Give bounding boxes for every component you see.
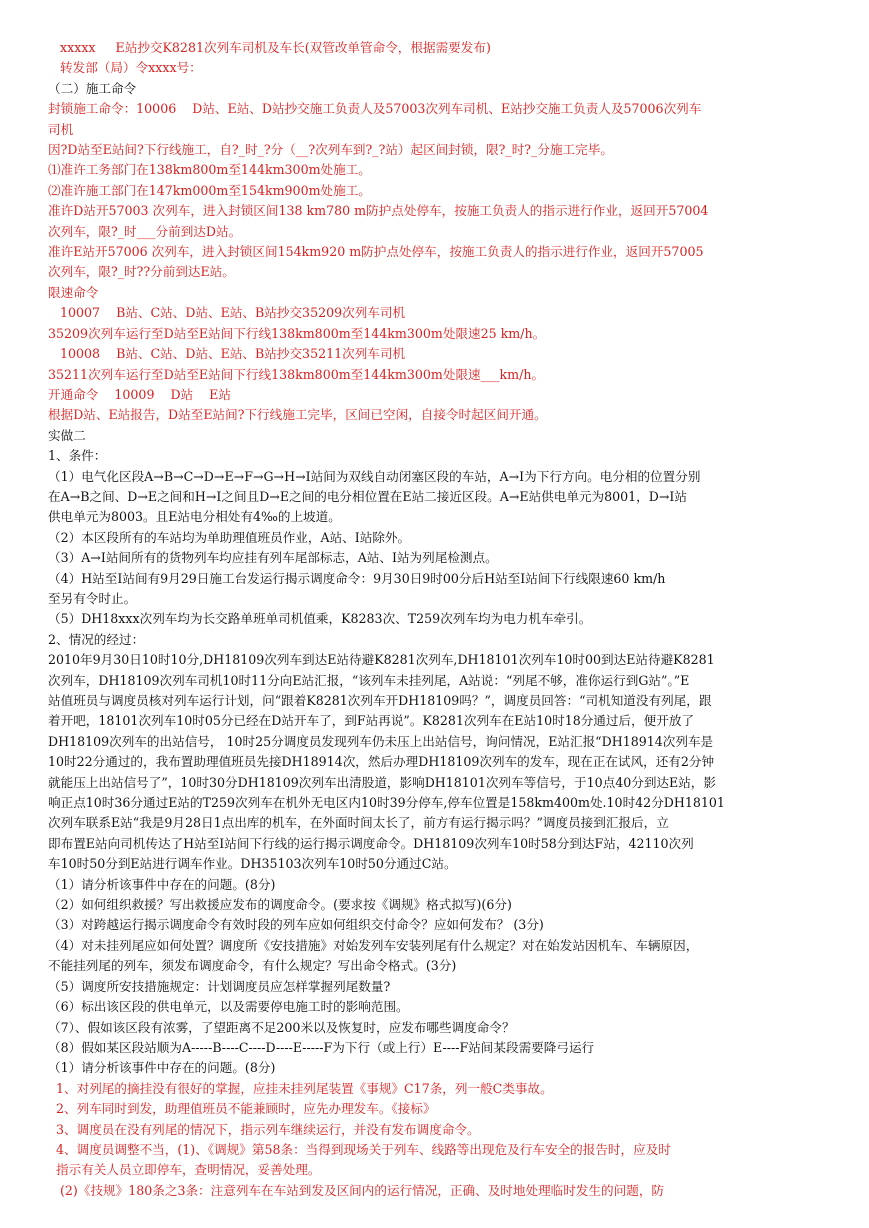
text-line: xxxxx E站抄交K8281次列车司机及车长(双管改单管命令，根据需要发布) bbox=[48, 40, 491, 55]
text-line: （5）调度所安技措施规定：计划调度员应怎样掌握列尾数量? bbox=[48, 978, 391, 994]
text-line: 次列车，限?_时??分前到达E站。 bbox=[48, 264, 235, 280]
text-line: 2、情况的经过： bbox=[48, 631, 145, 647]
text-line: （8）假如某区段站顺为A-----B----C----D----E-----F为下行（或上行）E----F站间某段需要降弓运行 bbox=[48, 1039, 595, 1055]
text-line: 准许E站开57006 次列车，进入封锁区间154km920 m防护点处停车，按施工负责人的指示进行作业，返回开57005 bbox=[48, 244, 704, 260]
text-line: 着开吧，18101次列车10时05分已经在D站开车了，到F站再说”。K8281次列车在E站10时18分通过后，便开放了 bbox=[48, 713, 695, 729]
text-line: （3）A→I站间所有的货物列车均应挂有列车尾部标志，A站、I站为列尾检测点。 bbox=[48, 550, 498, 566]
text-line: （2）如何组织救援？写出救援应发布的调度命令。(要求按《调规》格式拟写)(6分) bbox=[48, 897, 512, 913]
text-line: 根据D站、E站报告，D站至E站间?下行线施工完毕，区间已空闲，自接令时起区间开通。 bbox=[48, 407, 547, 423]
text-line: 次列车，限?_时___分前到达D站。 bbox=[48, 223, 242, 239]
text-line: 司机 bbox=[48, 121, 74, 137]
text-line: （1）请分析该事件中存在的问题。(8分) bbox=[48, 876, 276, 892]
text-line: 10时22分通过的，我布置助理值班员先接DH18914次，然后办理DH18109次列车的发车，现在正在试风，还有2分钟 bbox=[48, 754, 715, 770]
text-line: 实做二 bbox=[48, 427, 86, 443]
text-line: 就能压上出站信号了”，10时30分DH18109次列车出清股道，影响DH18101次列车等信号，于10点40分到达E站，影 bbox=[48, 774, 716, 790]
text-line: 1、对列尾的摘挂没有很好的掌握，应挂未挂列尾装置《事规》C17条，列一般C类事故。 bbox=[48, 1080, 553, 1096]
text-line: （4）H站至I站间有9月29日施工台发运行揭示调度命令：9月30日9时00分后H站至I站间下行线限速60 km/h bbox=[48, 570, 666, 586]
text-line: 即布置E站向司机传达了H站至I站间下行线的运行揭示调度命令。DH18109次列车10时58分到达F站，42110次列 bbox=[48, 835, 694, 851]
text-line: 4、调度员调整不当，(1)、《调规》第58条：当得到现场关于列车、线路等出现危及行车安全的报告时，应及时 bbox=[48, 1141, 671, 1157]
text-line: 转发部（局）令xxxx号： bbox=[48, 60, 202, 76]
document-body bbox=[48, 38, 838, 1201]
text-line: 准许D站开57003 次列车，进入封锁区间138 km780 m防护点处停车，按施工负责人的指示进行作业，返回开57004 bbox=[48, 203, 709, 219]
text-line: ⑴准许工务部门在138km800m至144km300m处施工。 bbox=[48, 162, 371, 178]
text-line: 封锁施工命令：10006 D站、E站、D站抄交施工负责人及57003次列车司机、E站抄交施工负责人及57006次列车 bbox=[48, 101, 702, 117]
text-line: 2010年9月30日10时10分,DH18109次列车到达E站待避K8281次列车,DH18101次列车10时00到达E站待避K8281 bbox=[48, 652, 715, 668]
text-line: 供电单元为8003。且E站电分相处有4‰的上坡道。 bbox=[48, 509, 341, 525]
text-line: 因?D站至E站间?下行线施工，自?_时_?分（__?次列车到?_?站）起区间封锁，限?_时?_分施工完毕。 bbox=[48, 142, 613, 158]
text-line: （7）、假如该区段有浓雾，了望距离不足200米以及恢复时，应发布哪些调度命令？ bbox=[48, 1019, 515, 1035]
text-line: 3、调度员在没有列尾的情况下，指示列车继续运行，并没有发布调度命令。 bbox=[48, 1121, 480, 1137]
text-line: 1、条件： bbox=[48, 448, 107, 464]
text-line: 限速命令 bbox=[48, 284, 99, 300]
text-line: 指示有关人员立即停车，查明情况，妥善处理。 bbox=[48, 1162, 321, 1178]
text-line: DH18109次列车的出站信号， 10时25分调度员发现列车仍未压上出站信号，询问情况，E站汇报“DH18914次列车是 bbox=[48, 733, 714, 749]
text-line: （2）本区段所有的车站均为单助理值班员作业，A站、I站除外。 bbox=[48, 529, 411, 545]
text-line: 不能挂列尾的列车，须发布调度命令，有什么规定？写出命令格式。(3分) bbox=[48, 958, 457, 974]
text-line: （4）对未挂列尾应如何处置？调度所《安技措施》对始发列车安装列尾有什么规定？对在始发站因机车、车辆原因， bbox=[48, 937, 699, 953]
text-line: 至另有令时止。 bbox=[48, 590, 137, 606]
text-line: 开通命令 10009 D站 E站 bbox=[48, 386, 231, 402]
text-line: 次列车联系E站“我是9月28日1点出库的机车，在外面时间太长了，前方有运行揭示吗？”调度员接到汇报后，立 bbox=[48, 815, 669, 831]
text-line: (2)《技规》180条之3条：注意列车在车站到发及区间内的运行情况，正确、及时地处理临时发生的问题，防 bbox=[48, 1182, 665, 1198]
text-line: （1）请分析该事件中存在的问题。(8分) bbox=[48, 1060, 276, 1076]
text-line: 响正点10时36分通过E站的T259次列车在机外无电区内10时39分停车,停车位置是158km400m处.10时42分DH18101 bbox=[48, 795, 725, 811]
text-line: 站值班员与调度员核对列车运行计划，问“跟着K8281次列车开DH18109吗？”，调度员回答：“司机知道没有列尾，跟 bbox=[48, 693, 712, 708]
text-line: 35209次列车运行至D站至E站间下行线138km800m至144km300m处限速25 km/h。 bbox=[48, 325, 546, 341]
text-line: （二）施工命令 bbox=[48, 80, 137, 96]
text-line: （6）标出该区段的供电单元，以及需要停电施工时的影响范围。 bbox=[48, 999, 409, 1015]
text-line: （1）电气化区段A→B→C→D→E→F→G→H→I站间为双线自动闭塞区段的车站，A→I为下行方向。电分相的位置分别 bbox=[48, 468, 701, 484]
text-line: 车10时50分到E站进行调车作业。DH35103次列车10时50分通过C站。 bbox=[48, 856, 457, 872]
text-line: （5）DH18xxx次列车均为长交路单班单司机值乘，K8283次、T259次列车均为电力机车牵引。 bbox=[48, 611, 592, 627]
text-line: ⑵准许施工部门在147km000m至154km900m处施工。 bbox=[48, 182, 371, 198]
text-line: 次列车，DH18109次列车司机10时11分向E站汇报，“该列车未挂列尾，A站说：“列尾不够，准你运行到G站”。”E bbox=[48, 672, 690, 688]
text-line: 10008 B站、C站、D站、E站、B站抄交35211次列车司机 bbox=[48, 346, 406, 362]
text-line: （3）对跨越运行揭示调度命令有效时段的列车应如何组织交付命令？应如何发布？ (3分) bbox=[48, 917, 544, 933]
text-line: 10007 B站、C站、D站、E站、B站抄交35209次列车司机 bbox=[48, 305, 406, 321]
text-line: 2、列车同时到发，助理值班员不能兼顾时，应先办理发车。《接标》 bbox=[48, 1101, 436, 1117]
text-line: 在A→B之间、D→E之间和H→I之间且D→E之间的电分相位置在E站二接近区段。A→E站供电单元为8001，D→I站 bbox=[48, 488, 687, 504]
text-line: 35211次列车运行至D站至E站间下行线138km800m至144km300m处限速___km/h。 bbox=[48, 366, 545, 382]
